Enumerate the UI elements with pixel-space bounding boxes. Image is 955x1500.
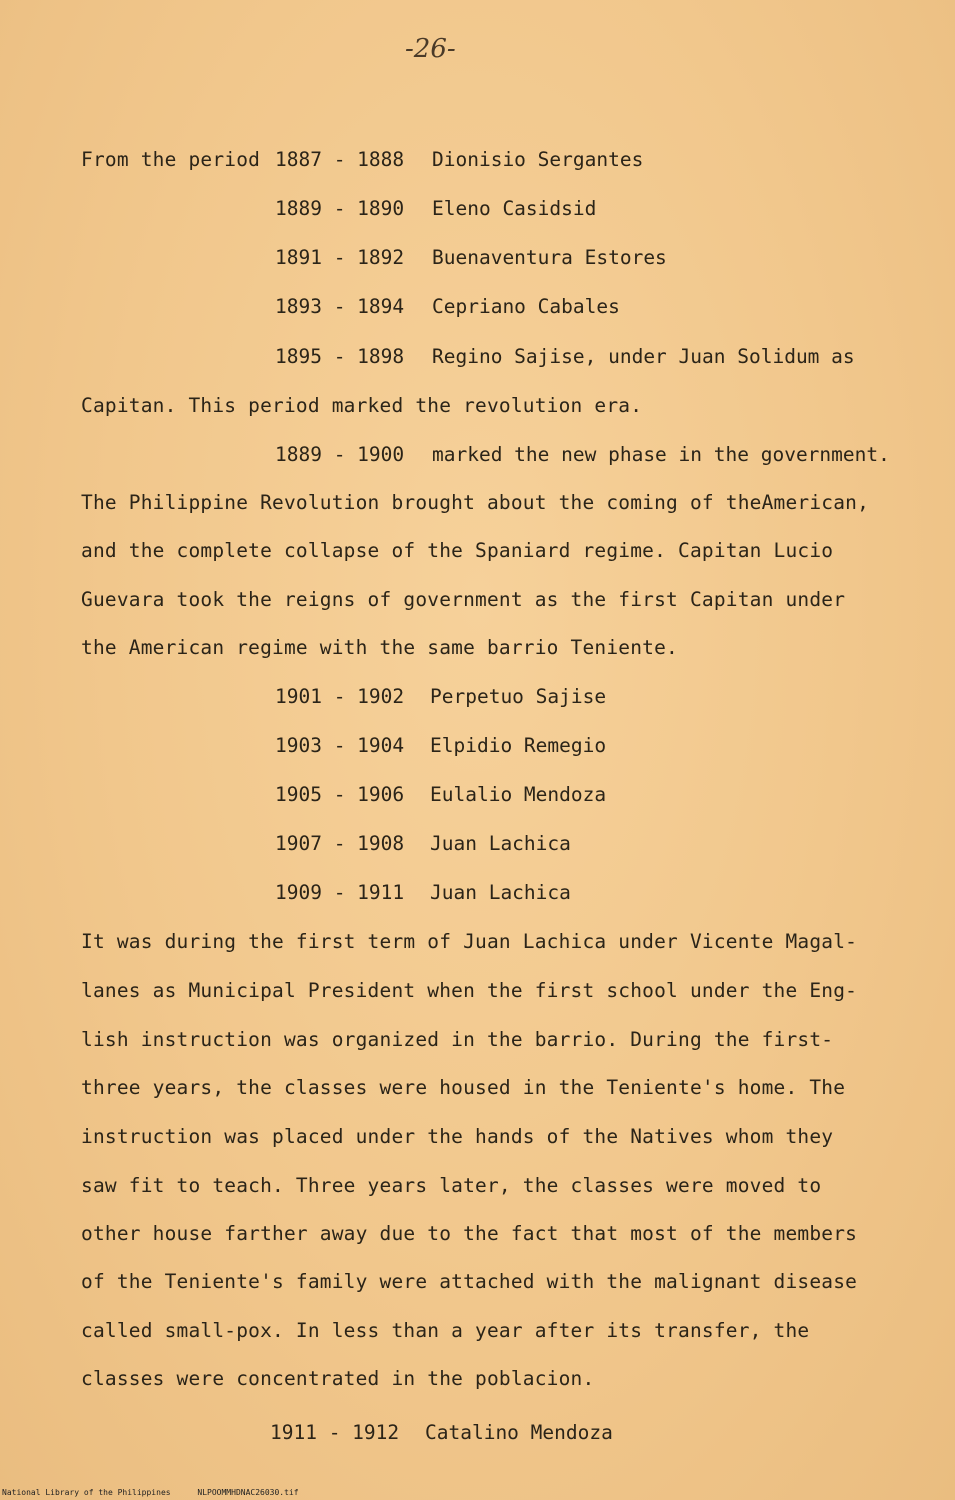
period-name: Juan Lachica bbox=[430, 881, 571, 904]
period-years: 1901 - 1902 bbox=[275, 685, 405, 708]
footer-library: National Library of the Philippines bbox=[2, 1488, 171, 1497]
period-name: Eulalio Mendoza bbox=[430, 783, 607, 806]
period-years: 1903 - 1904 bbox=[275, 734, 405, 757]
paragraph-line: lish instruction was organized in the barrio. During the first- bbox=[81, 1028, 834, 1051]
paragraph-line: and the complete collapse of the Spaniard regime. Capitan Lucio bbox=[81, 539, 834, 562]
period-years: 1889 - 1890 bbox=[275, 197, 405, 220]
paragraph-line: the American regime with the same barrio Teniente. bbox=[81, 636, 678, 659]
period-years: 1909 - 1911 bbox=[275, 881, 405, 904]
period-years: 1889 - 1900 bbox=[275, 443, 405, 466]
scan-footer bbox=[2, 1488, 321, 1497]
paragraph-line: Capitan. This period marked the revolution era. bbox=[81, 394, 643, 417]
footer-file: NLPOOMMHDNAC26030.tif bbox=[197, 1488, 299, 1497]
paragraph-line: Guevara took the reigns of government as the first Capitan under bbox=[81, 588, 846, 611]
periods-intro: From the period bbox=[81, 148, 261, 171]
period-name: Buenaventura Estores bbox=[432, 246, 667, 269]
paragraph-line: lanes as Municipal President when the first school under the Eng- bbox=[81, 979, 858, 1002]
paragraph-line: marked the new phase in the government. bbox=[432, 443, 890, 466]
period-name: Dionisio Sergantes bbox=[432, 148, 644, 171]
paragraph-line: instruction was placed under the hands of the Natives whom they bbox=[81, 1125, 834, 1148]
paragraph-line: classes were concentrated in the poblacion. bbox=[81, 1367, 595, 1390]
paragraph-line: saw fit to teach. Three years later, the classes were moved to bbox=[81, 1174, 822, 1197]
period-years: 1895 - 1898 bbox=[275, 345, 405, 368]
paragraph-line: It was during the first term of Juan Lachica under Vicente Magal- bbox=[81, 930, 858, 953]
paragraph-line: The Philippine Revolution brought about the coming of theAmerican, bbox=[81, 491, 870, 514]
paragraph-line: other house farther away due to the fact that most of the members bbox=[81, 1222, 858, 1245]
period-name: Elpidio Remegio bbox=[430, 734, 607, 757]
period-name: Regino Sajise, under Juan Solidum as bbox=[432, 345, 855, 368]
period-name: Perpetuo Sajise bbox=[430, 685, 607, 708]
page-number: -26- bbox=[405, 34, 456, 64]
period-years: 1887 - 1888 bbox=[275, 148, 405, 171]
period-years: 1891 - 1892 bbox=[275, 246, 405, 269]
period-years: 1893 - 1894 bbox=[275, 295, 405, 318]
period-years: 1907 - 1908 bbox=[275, 832, 405, 855]
period-years: 1905 - 1906 bbox=[275, 783, 405, 806]
period-years: 1911 - 1912 bbox=[270, 1421, 400, 1444]
paragraph-line: three years, the classes were housed in the Teniente's home. The bbox=[81, 1076, 846, 1099]
period-name: Catalino Mendoza bbox=[425, 1421, 613, 1444]
period-name: Eleno Casidsid bbox=[432, 197, 597, 220]
paragraph-line: called small-pox. In less than a year after its transfer, the bbox=[81, 1319, 810, 1342]
period-name: Juan Lachica bbox=[430, 832, 571, 855]
period-name: Cepriano Cabales bbox=[432, 295, 620, 318]
paragraph-line: of the Teniente's family were attached with the malignant disease bbox=[81, 1270, 858, 1293]
